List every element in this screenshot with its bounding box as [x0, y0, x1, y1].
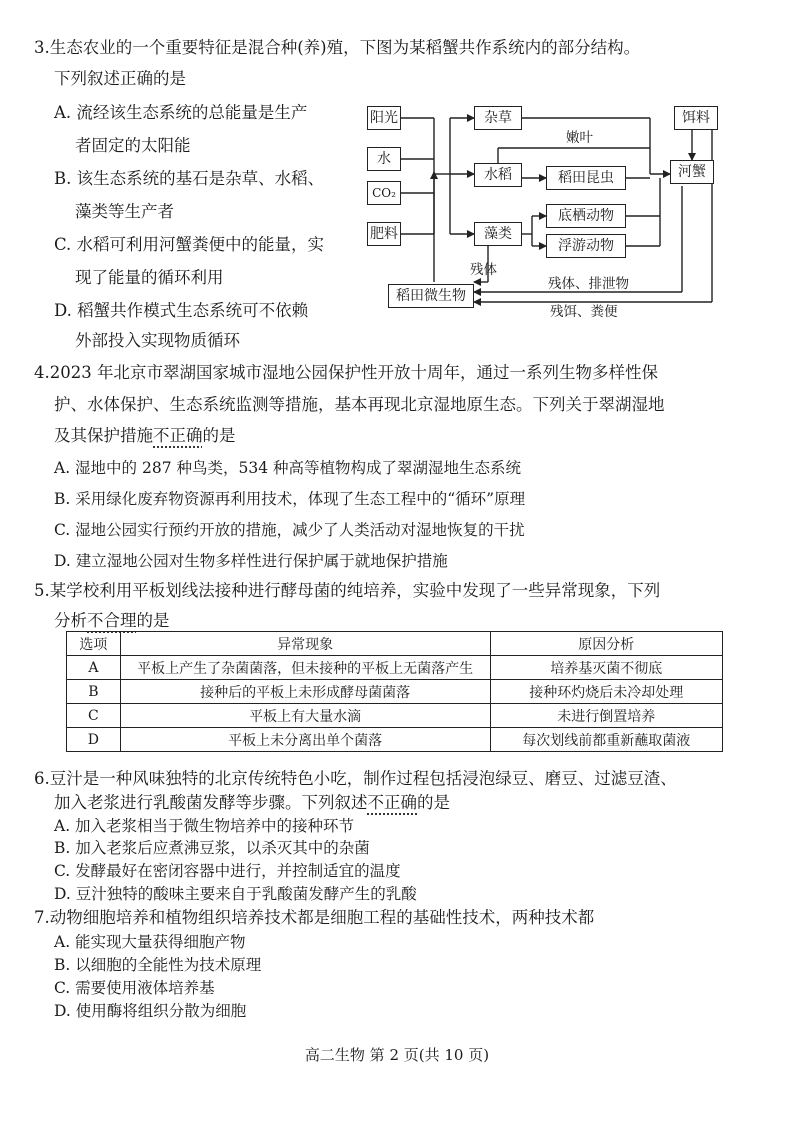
q7-option-b: B. 以细胞的全能性为技术原理	[54, 956, 262, 974]
q3-stem-line2: 下列叙述正确的是	[54, 69, 186, 88]
q3-option-c-line2: 现了能量的循环利用	[75, 268, 224, 287]
table-cell-cause: 未进行倒置培养	[490, 704, 722, 728]
q6-option-d: D. 豆汁独特的酸味主要来自于乳酸菌发酵产生的乳酸	[54, 885, 417, 903]
table-row	[67, 728, 723, 752]
q6-option-a: A. 加入老浆相当于微生物培养中的接种环节	[54, 817, 355, 835]
table-cell-option: A	[67, 656, 121, 680]
diagram-label-tender-leaves: 嫩叶	[566, 130, 593, 146]
table-header-option: 选项	[67, 632, 121, 656]
table-header-cause: 原因分析	[490, 632, 722, 656]
q5-stem-line2-post: 的是	[136, 611, 170, 630]
q4-stem-line3	[54, 425, 236, 447]
table-cell-option: D	[67, 728, 121, 752]
q6-option-c: C. 发酵最好在密闭容器中进行，并控制适宜的温度	[54, 862, 401, 880]
q7-stem: 7.动物细胞培养和植物组织培养技术都是细胞工程的基础性技术，两种技术都	[34, 908, 595, 927]
diagram-node-crab: 河蟹	[670, 160, 714, 184]
table-cell-cause: 培养基灭菌不彻底	[490, 656, 722, 680]
table-cell-cause: 接种环灼烧后未冷却处理	[490, 680, 722, 704]
table-cell-phenomenon: 平板上有大量水滴	[120, 704, 490, 728]
q3-option-d-line1: D. 稻蟹共作模式生态系统可不依赖	[54, 301, 309, 320]
q4-option-b: B. 采用绿化废弃物资源再利用技术，体现了生态工程中的“循环”原理	[54, 490, 526, 508]
q3-option-b-line2: 藻类等生产者	[75, 202, 174, 221]
q6-stem-line2	[54, 792, 450, 814]
q3-option-a-line2: 者固定的太阳能	[75, 136, 191, 155]
diagram-node-rice: 水稻	[474, 163, 522, 187]
diagram-node-algae: 藻类	[474, 222, 522, 246]
table-cell-phenomenon: 平板上未分离出单个菌落	[120, 728, 490, 752]
q7-option-a: A. 能实现大量获得细胞产物	[54, 933, 246, 951]
diagram-label-leftover-feces: 残饵、粪便	[550, 304, 618, 320]
diagram-node-insects: 稻田昆虫	[546, 166, 626, 190]
q4-stem-line3-post: 的是	[202, 426, 236, 445]
q7-option-d: D. 使用酶将组织分散为细胞	[54, 1002, 247, 1020]
q4-option-d: D. 建立湿地公园对生物多样性进行保护属于就地保护措施	[54, 552, 448, 570]
q5-stem-line2-pre: 分析	[54, 611, 87, 630]
q4-option-a: A. 湿地中的 287 种鸟类，534 种高等植物构成了翠湖湿地生态系统	[54, 459, 521, 477]
q4-stem-line2: 护、水体保护、生态系统监测等措施，基本再现北京湿地原生态。下列关于翠湖湿地	[54, 395, 665, 414]
diagram-node-water: 水	[367, 147, 401, 171]
diagram-node-co2: CO₂	[367, 181, 401, 205]
q4-option-c: C. 湿地公园实行预约开放的措施，减少了人类活动对湿地恢复的干扰	[54, 521, 525, 539]
diagram-node-microbes: 稻田微生物	[388, 284, 474, 308]
diagram-node-benthic: 底栖动物	[546, 204, 626, 228]
q4-stem-line1: 4.2023 年北京市翠湖国家城市湿地公园保护性开放十周年，通过一系列生物多样性保	[34, 363, 658, 382]
q4-emphasis: 不正确	[153, 426, 203, 445]
q5-stem-line1: 5.某学校利用平板划线法接种进行酵母菌的纯培养，实验中发现了一些异常现象，下列	[34, 581, 661, 600]
table-header-phenomenon: 异常现象	[120, 632, 490, 656]
table-row	[67, 704, 723, 728]
q5-stem-line2	[54, 610, 170, 632]
q5-table	[66, 631, 723, 752]
q4-stem-line3-pre: 及其保护措施	[54, 426, 153, 445]
table-cell-cause: 每次划线前都重新蘸取菌液	[490, 728, 722, 752]
q3-stem-line1: 3.生态农业的一个重要特征是混合种(养)殖，下图为某稻蟹共作系统内的部分结构。	[34, 38, 641, 57]
q7-option-c: C. 需要使用液体培养基	[54, 979, 215, 997]
table-cell-phenomenon: 接种后的平板上未形成酵母菌菌落	[120, 680, 490, 704]
diagram-node-weeds: 杂草	[474, 106, 522, 130]
page-footer: 高二生物 第 2 页(共 10 页)	[304, 1046, 490, 1064]
q3-option-c-line1: C. 水稻可利用河蟹粪便中的能量，实	[54, 235, 325, 254]
diagram-node-swimming: 浮游动物	[546, 234, 626, 258]
diagram-node-feed: 饵料	[674, 106, 718, 130]
q6-stem-line1: 6.豆汁是一种风味独特的北京传统特色小吃，制作过程包括浸泡绿豆、磨豆、过滤豆渣、	[34, 769, 677, 788]
q6-emphasis: 不正确	[367, 793, 417, 812]
diagram-node-fertilizer: 肥料	[367, 222, 401, 246]
diagram-label-remains: 残体	[470, 262, 497, 278]
q3-option-b-line1: B. 该生态系统的基石是杂草、水稻、	[54, 169, 325, 188]
diagram-label-remains-excreta: 残体、排泄物	[548, 276, 629, 292]
table-cell-phenomenon: 平板上产生了杂菌菌落，但未接种的平板上无菌落产生	[120, 656, 490, 680]
table-cell-option: C	[67, 704, 121, 728]
q3-option-a-line1: A. 流经该生态系统的总能量是生产	[54, 103, 308, 122]
q5-emphasis: 不合理	[87, 611, 137, 630]
q6-stem-line2-post: 的是	[417, 793, 450, 812]
table-header-row	[67, 632, 723, 656]
q6-stem-line2-pre: 加入老浆进行乳酸菌发酵等步骤。下列叙述	[54, 793, 368, 812]
table-cell-option: B	[67, 680, 121, 704]
q3-option-d-line2: 外部投入实现物质循环	[75, 331, 240, 350]
q6-option-b: B. 加入老浆后应煮沸豆浆，以杀灭其中的杂菌	[54, 839, 370, 857]
table-row	[67, 680, 723, 704]
diagram-node-sunlight: 阳光	[367, 106, 401, 130]
table-row	[67, 656, 723, 680]
